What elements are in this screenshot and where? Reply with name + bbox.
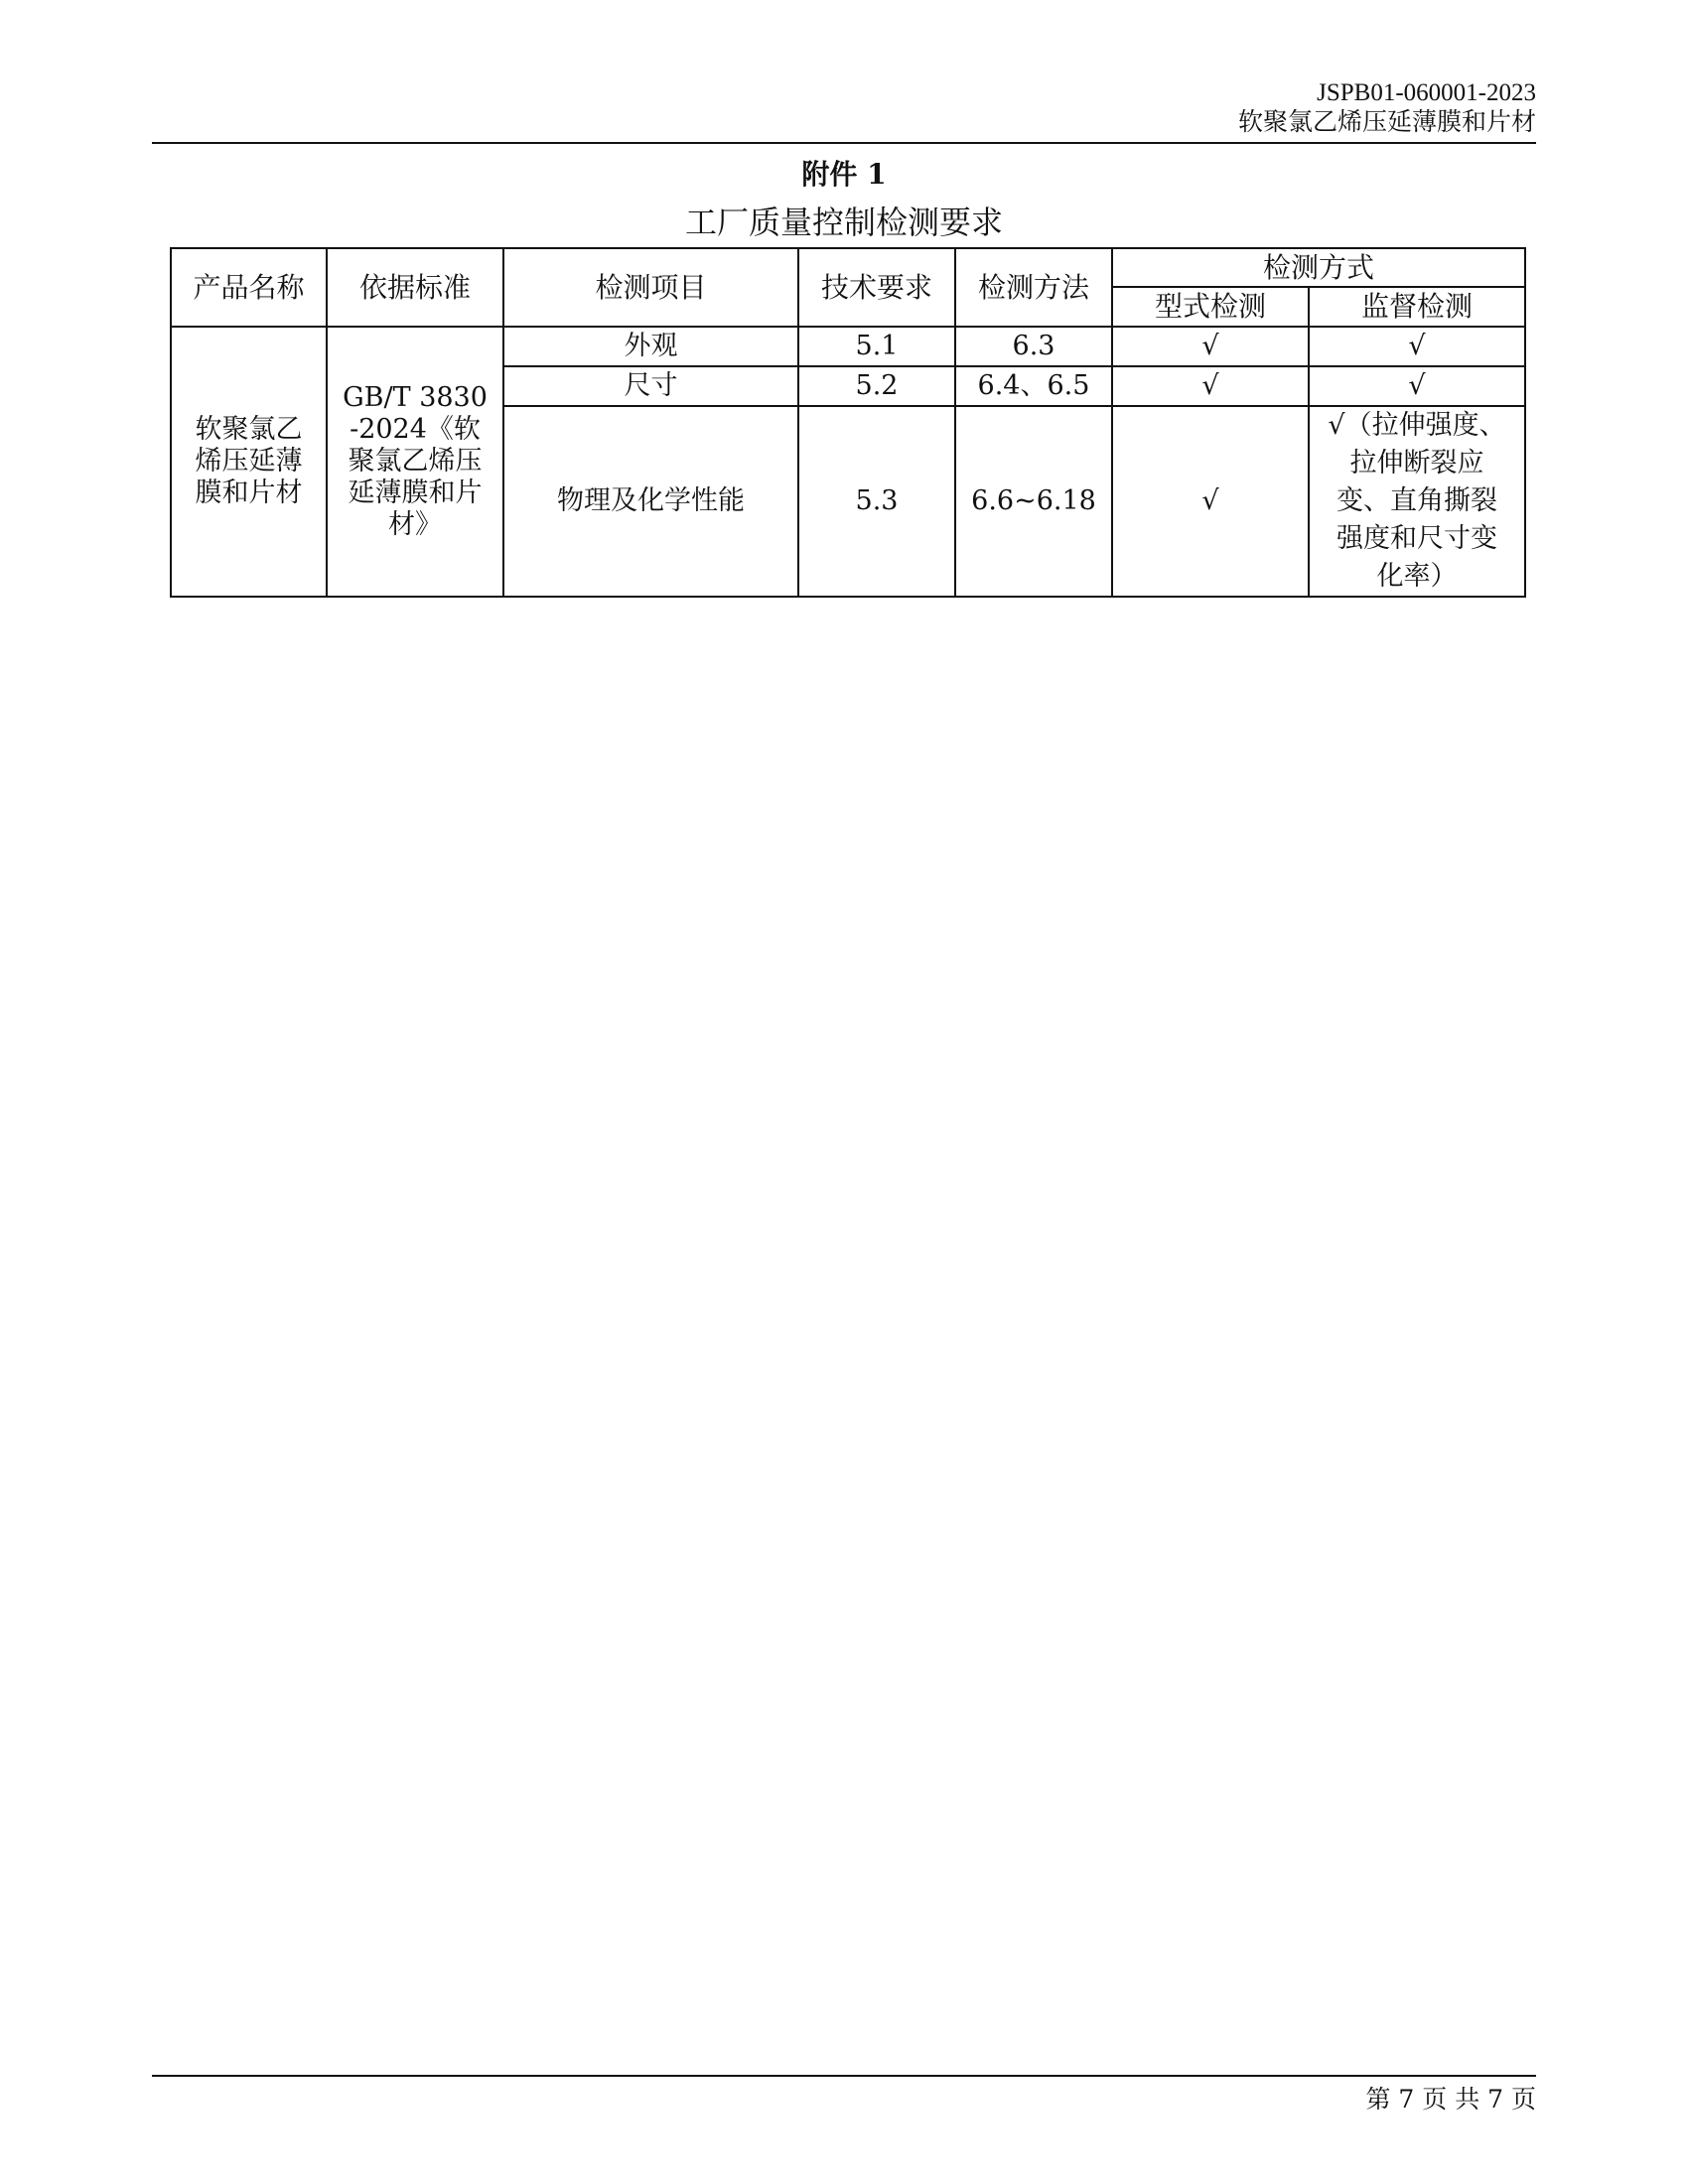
header-type-test: 型式检测 bbox=[1112, 287, 1309, 327]
supervision-test-cell: √ bbox=[1309, 327, 1525, 366]
supervision-test-detail: √（拉伸强度、拉伸断裂应变、直角撕裂强度和尺寸变化率） bbox=[1328, 410, 1506, 592]
table-header-row bbox=[171, 248, 1525, 287]
footer-rule bbox=[152, 2075, 1536, 2077]
type-test-cell: √ bbox=[1112, 406, 1309, 597]
annex-title: 工厂质量控制检测要求 bbox=[684, 204, 1003, 241]
header-standard: 依据标准 bbox=[327, 248, 503, 327]
header-requirement: 技术要求 bbox=[798, 248, 955, 327]
page-number: 第 7 页 共 7 页 bbox=[1365, 2085, 1536, 2114]
item-cell: 外观 bbox=[503, 327, 798, 366]
item-cell: 尺寸 bbox=[503, 366, 798, 406]
method-cell: 6.6~6.18 bbox=[955, 406, 1112, 597]
standard-name: GB/T 3830-2024《软聚氯乙烯压延薄膜和片材》 bbox=[343, 382, 488, 540]
supervision-test-cell bbox=[1309, 406, 1525, 597]
method-cell: 6.4、6.5 bbox=[955, 366, 1112, 406]
header-supervision-test: 监督检测 bbox=[1309, 287, 1525, 327]
header-item: 检测项目 bbox=[503, 248, 798, 327]
type-test-cell: √ bbox=[1112, 366, 1309, 406]
header-mode: 检测方式 bbox=[1112, 248, 1525, 287]
type-test-cell: √ bbox=[1112, 327, 1309, 366]
requirement-cell: 5.2 bbox=[798, 366, 955, 406]
header-rule bbox=[152, 142, 1536, 144]
quality-control-table bbox=[170, 247, 1526, 598]
header-product: 产品名称 bbox=[171, 248, 327, 327]
product-name: 软聚氯乙烯压延薄膜和片材 bbox=[195, 414, 303, 508]
document-code: JSPB01-060001-2023 bbox=[1317, 79, 1536, 106]
table-row bbox=[171, 327, 1525, 366]
document-header-title: 软聚氯乙烯压延薄膜和片材 bbox=[1237, 107, 1536, 136]
requirement-cell: 5.1 bbox=[798, 327, 955, 366]
product-name-cell bbox=[171, 327, 327, 597]
header-method: 检测方法 bbox=[955, 248, 1112, 327]
requirement-cell: 5.3 bbox=[798, 406, 955, 597]
annex-label: 附件 1 bbox=[801, 158, 887, 191]
item-cell: 物理及化学性能 bbox=[503, 406, 798, 597]
method-cell: 6.3 bbox=[955, 327, 1112, 366]
supervision-test-cell: √ bbox=[1309, 366, 1525, 406]
standard-cell bbox=[327, 327, 503, 597]
